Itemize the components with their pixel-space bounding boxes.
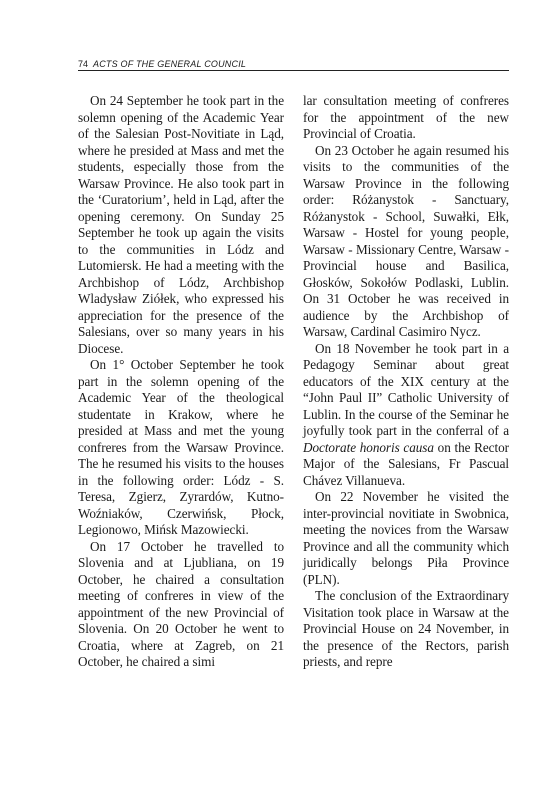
paragraph-text: on the Rector Major of the Salesians, Fr Pascual Chávez Villanueva. <box>303 439 509 488</box>
running-title: ACTS OF THE GENERAL COUNCIL <box>93 59 247 69</box>
right-column <box>303 93 509 671</box>
paragraph: On 1° October September he took part in the solemn opening of the Academic Year of the theological studentate in Krakow, where he presided at Mass and met the young confreres from the Warsaw Province. The he resumed his visits to the houses in the following order: Lódz - S. Teresa, Zgierz, Zyrardów, Kutno-Woźniaków, Czerwińsk, Płock, Legionowo, Mińsk Mazowiecki. <box>78 357 284 537</box>
paragraph: On 23 October he again resumed his visits to the communities of the Warsaw Province in the following order: Różanystok - Sanctuary, Różanystok - School, Suwałki, Ełk, Warsaw - Hostel for young people, Warsaw - Missionary Centre, Warsaw - Provincial house and Basilica, Głosków, Sokołów Podlaski, Lublin. On 31 October he was received in audience by the Archbishop of Warsaw, Cardinal Casimiro Nycz. <box>303 142 509 339</box>
italic-phrase: Doctorate honoris causa <box>303 439 434 455</box>
paragraph: On 24 September he took part in the solemn opening of the Academic Year of the Salesian Post-Novitiate in Ląd, where he presided at Mass and met the students, especially those from the Warsaw Province. He also took part in the ‘Curatorium’, held in Ląd, after the opening ceremony. On Sunday 25 September he took up again the visits to the communities in Lódz and Lutomiersk. He had a meeting with the Archbishop of Lódz, Archbishop Wladysław Ziółek, who expressed his appreciation for the presence of the Salesians, over so many years in his Diocese. <box>78 93 284 356</box>
header-rule <box>78 70 509 71</box>
paragraph <box>303 341 509 490</box>
paragraph-text: On 18 November he took part in a Pedagogy Seminar about great educators of the XIX century at the “John Paul II” Catholic University of Lublin. In the course of the Seminar he joyfully took part in the conferral of a <box>303 340 509 438</box>
paragraph: On 17 October he travelled to Slovenia and at Ljubliana, on 19 October, he chaired a consultation meeting of confreres in view of the appointment of the new Provincial of Slovenia. On 20 October he went to Croatia, where at Zagreb, on 21 October, he chaired a simi <box>78 538 284 669</box>
paragraph: On 22 November he visited the inter-provincial novitiate in Swobnica, meeting the novices from the Warsaw Province and all the community which juridically belongs Piła Province (PLN). <box>303 489 509 587</box>
paragraph-continued: lar consultation meeting of confreres for the appointment of the new Provincial of Croatia. <box>303 93 509 141</box>
left-column <box>78 93 284 671</box>
paragraph: The conclusion of the Extraordinary Visitation took place in Warsaw at the Provincial House on 24 November, in the presence of the Rectors, parish priests, and repre <box>303 588 509 669</box>
page-number: 74 <box>78 59 89 69</box>
